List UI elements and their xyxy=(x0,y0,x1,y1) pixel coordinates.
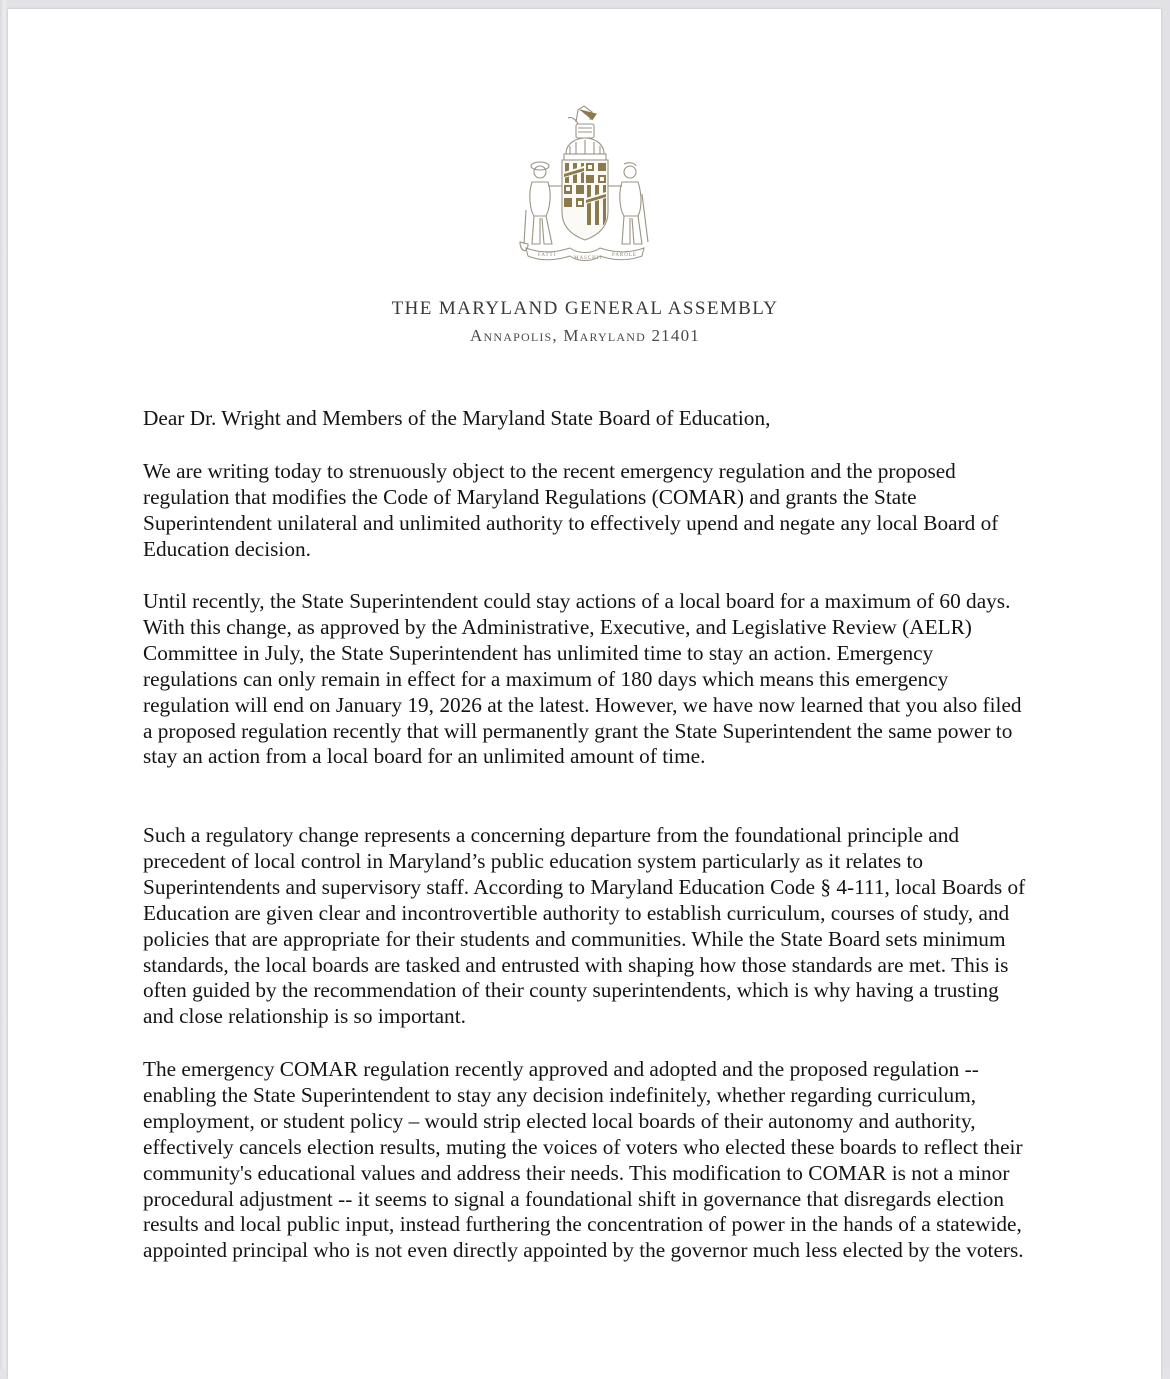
svg-text:FATTI: FATTI xyxy=(538,253,557,258)
maryland-seal-icon xyxy=(518,104,652,266)
svg-text:PAROLE: PAROLE xyxy=(612,253,637,258)
letter-paragraph-1: We are writing today to strenuously object to the recent emergency regulation and the proposed regulation that modifies the Code of Maryland Regulations (COMAR) and grants the State Superintendent unilateral and unlimited authority to effectively upend and negate any local Board of Education decision. xyxy=(143,459,999,561)
letter-paragraph-3: Such a regulatory change represents a concerning departure from the foundational principle and precedent of local control in Maryland’s public education system particularly as it relates to Superintendents and supervisory staff. According to Maryland Education Code § 4-111, local Boards of Education are given clear and incontrovertible authority to establish curriculum, courses of study, and policies that are appropriate for their students and communities. While the State Board sets minimum standards, the local boards are tasked and entrusted with shaping how those standards are met. This is often guided by the recommendation of their county superintendents, which is why having a trusting and close relationship is so important. xyxy=(143,823,1026,1029)
letter-paragraph-2: Until recently, the State Superintendent could stay actions of a local board for a maximum of 60 days. With this change, as approved by the Administrative, Executive, and Legislative Review (AELR) Committee in July, the State Superintendent has unlimited time to stay an action. Emergency regulations can only remain in effect for a maximum of 180 days which means this emergency regulation will end on January 19, 2026 at the latest. However, we have now learned that you also filed a proposed regulation recently that will permanently grant the State Superintendent the same power to stay an action from a local board for an unlimited amount of time. xyxy=(143,589,1022,769)
letterhead-address: Annapolis, Maryland 21401 xyxy=(470,326,700,345)
svg-text:MASCHII: MASCHII xyxy=(574,256,603,261)
letter-paragraph-4: The emergency COMAR regulation recently approved and adopted and the proposed regulation -- enabling the State Superintendent to stay any decision indefinitely, whether regarding curriculum, employment, or student policy – would strip elected local boards of their autonomy and authority, effectively cancels election results, muting the voices of voters who elected these boards to reflect their community's educational values and address their needs. This modification to COMAR is not a minor procedural adjustment -- it seems to signal a foundational shift in governance that disregards election results and local public input, instead furthering the concentration of power in the hands of a statewide, appointed principal who is not even directly appointed by the governor much less elected by the voters. xyxy=(143,1057,1024,1263)
letter-salutation: Dear Dr. Wright and Members of the Maryland State Board of Education, xyxy=(143,406,771,430)
letterhead-title: THE MARYLAND GENERAL ASSEMBLY xyxy=(391,298,779,319)
